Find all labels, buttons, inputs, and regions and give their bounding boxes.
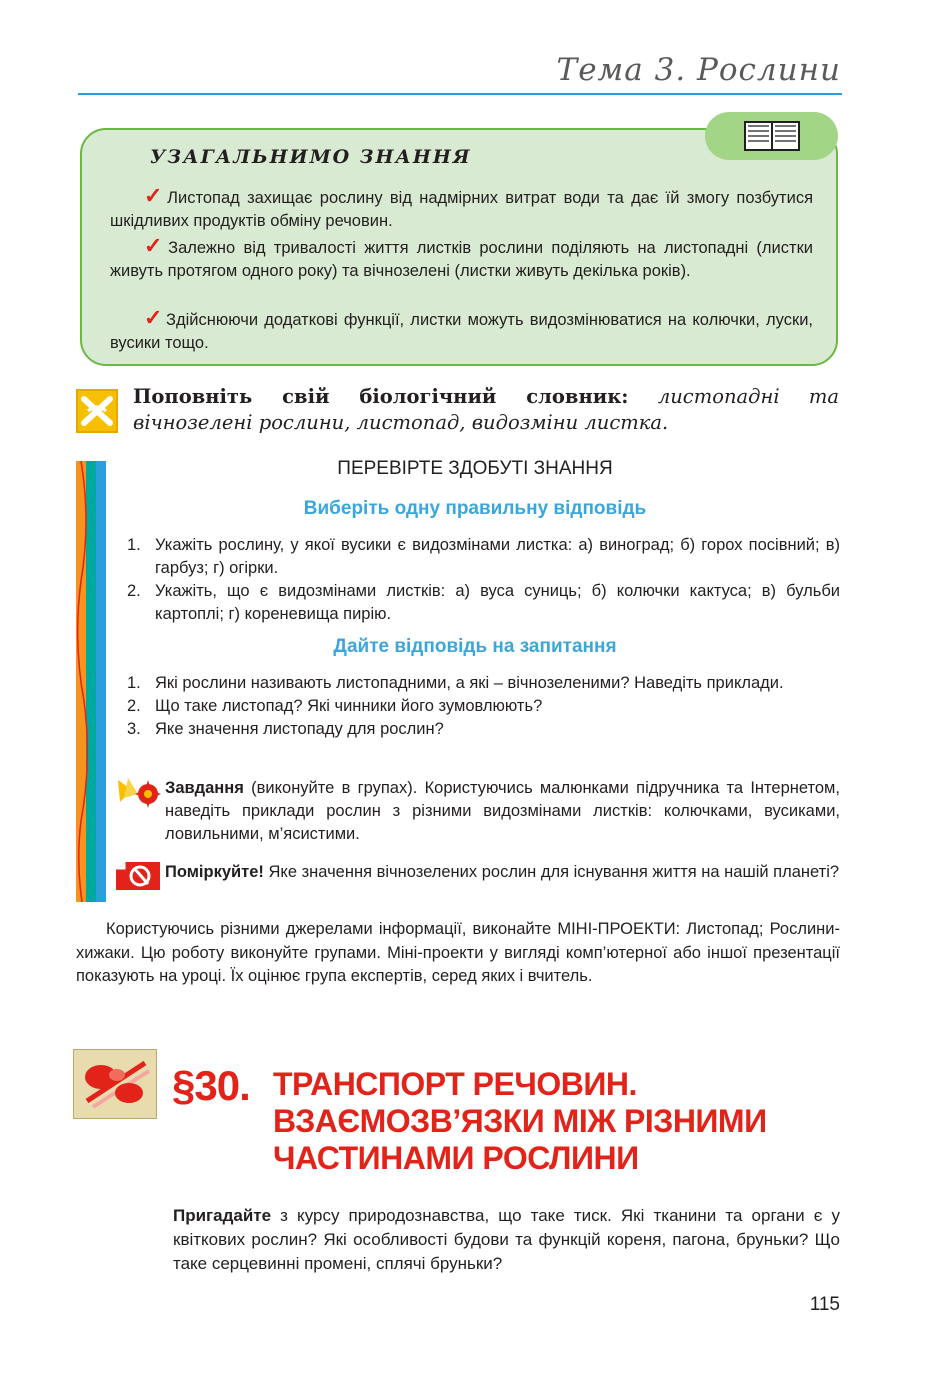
open-book-icon <box>743 120 801 152</box>
page-number: 115 <box>809 1294 840 1315</box>
section-title-line: ТРАНСПОРТ РЕЧОВИН. <box>273 1066 637 1102</box>
book-badge <box>705 112 838 160</box>
open-questions-title: Дайте відповідь на запитання <box>333 636 617 657</box>
summary-item: ✓ Залежно від тривалості життя листків рослини поділяють на листопадні (листки живуть протягом одного року) та вічнозелені (листки живуть декілька років). <box>110 233 813 280</box>
check-icon: ✓ <box>144 305 165 330</box>
list-item: 1. Укажіть рослину, у якої вусики є видозмінами листка: а) виноград; б) горох посівний; в) гарбуз; г) огірки. <box>127 536 840 577</box>
open-questions-list <box>127 672 840 741</box>
topic-title: Тема 3. Рослини <box>556 52 841 88</box>
mini-projects-paragraph: Користуючись різними джерелами інформації, виконайте МІНІ-ПРОЕКТИ: Листопад; Рослини-хижаки. Цю роботу виконуйте групами. Міні-проекти у вигляді комп’ютерної або іншої презентації показують на уроці. Їх оцінює група експертів, серед яких і вчитель. <box>76 920 840 985</box>
check-icon: ✓ <box>144 183 166 208</box>
choose-answer-title: Виберіть одну правильну відповідь <box>303 498 647 519</box>
dictionary-icon <box>76 389 118 433</box>
group-task-text: Завдання (виконуйте в групах). Користуючись малюнками підручника та Інтернетом, наведіть приклади рослин з різними видозмінами листків: колючками, вусиками, ловильними, м’ясистими. <box>165 779 840 843</box>
summary-item: ✓ Здійснюючи додаткові функції, листки можуть видозмінюватися на колючки, луски, вусики тощо. <box>110 305 813 352</box>
dictionary-text: Поповніть свій біологічний словник: листопадні та вічнозелені рослини, листопад, видозміни листка. <box>133 385 840 434</box>
choose-answer-list <box>127 534 840 626</box>
plant-transport-icon <box>73 1049 157 1119</box>
list-item: 1. Які рослини називають листопадними, а які – вічнозеленими? Наведіть приклади. <box>127 674 784 692</box>
recall-paragraph: Пригадайте з курсу природознавства, що таке тиск. Які тканини та органи є у квіткових рослин? Які особливості будови та функцій кореня, пагона, бруньки? Що таке серцевинні промені, сплячі бруньки? <box>173 1206 840 1273</box>
group-task-icon <box>114 774 162 814</box>
summary-heading: УЗАГАЛЬНИМО ЗНАННЯ <box>150 146 472 168</box>
section-number: §30. <box>172 1062 250 1109</box>
section-title-line: ЧАСТИНАМИ РОСЛИНИ <box>273 1140 639 1176</box>
think-text: Поміркуйте! Яке значення вічнозелених рослин для існування життя на нашій планеті? <box>165 863 840 881</box>
summary-item: ✓ Листопад захищає рослину від надмірних витрат води та дає їй змогу позбутися шкідливих продуктів обміну речовин. <box>110 183 814 230</box>
decorative-stripe <box>76 461 106 902</box>
list-item: 3. Яке значення листопаду для рослин? <box>127 720 444 738</box>
list-item: 2. Укажіть, що є видозмінами листків: а) вуса суниць; б) колючки кактуса; в) бульби картоплі; г) кореневища пирію. <box>127 582 840 623</box>
knowledge-check-title: ПЕРЕВІРТЕ ЗДОБУТІ ЗНАННЯ <box>337 458 613 479</box>
section-title-line: ВЗАЄМОЗВ’ЯЗКИ МІЖ РІЗНИМИ <box>273 1103 767 1139</box>
check-icon: ✓ <box>144 233 167 258</box>
header-rule <box>78 93 842 95</box>
think-icon <box>114 860 162 892</box>
list-item: 2. Що таке листопад? Які чинники його зумовлюють? <box>127 697 543 715</box>
